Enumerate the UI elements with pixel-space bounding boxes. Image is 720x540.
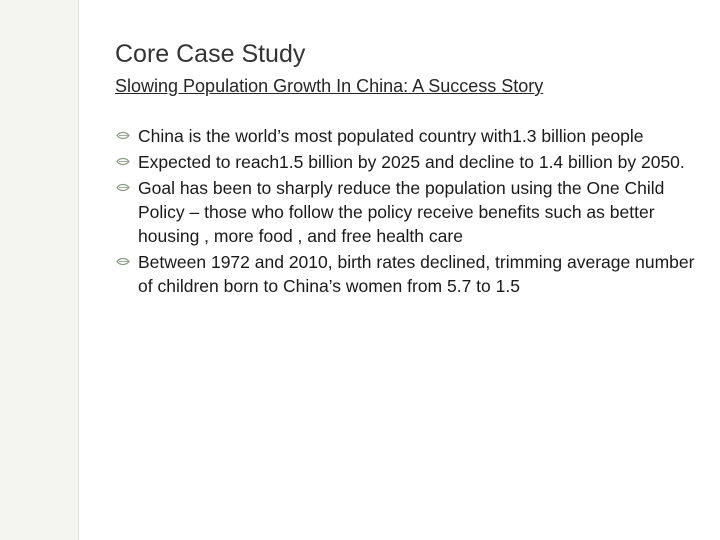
bullet-text: Goal has been to sharply reduce the population using the One Child Policy – those who follow the policy receive benefits such as better housing , more food , and free health care bbox=[138, 178, 665, 246]
bullet-item bbox=[138, 124, 703, 148]
leaf-bullet-icon bbox=[116, 183, 130, 192]
bullet-item bbox=[138, 176, 703, 248]
bullet-item bbox=[138, 250, 703, 298]
bullet-item bbox=[138, 150, 703, 174]
slide-title: Core Case Study bbox=[115, 40, 306, 68]
side-decoration-strip bbox=[0, 0, 79, 540]
leaf-bullet-icon bbox=[116, 157, 130, 166]
bullet-text: Between 1972 and 2010, birth rates declined, trimming average number of children born to China’s women from 5.7 to 1.5 bbox=[138, 252, 695, 296]
bullet-list bbox=[138, 124, 703, 300]
bullet-text: Expected to reach1.5 billion by 2025 and decline to 1.4 billion by 2050. bbox=[138, 152, 685, 172]
bullet-text: China is the world’s most populated country with1.3 billion people bbox=[138, 126, 644, 146]
leaf-bullet-icon bbox=[116, 131, 130, 140]
leaf-bullet-icon bbox=[116, 257, 130, 266]
slide-subtitle: Slowing Population Growth In China: A Success Story bbox=[115, 76, 544, 96]
